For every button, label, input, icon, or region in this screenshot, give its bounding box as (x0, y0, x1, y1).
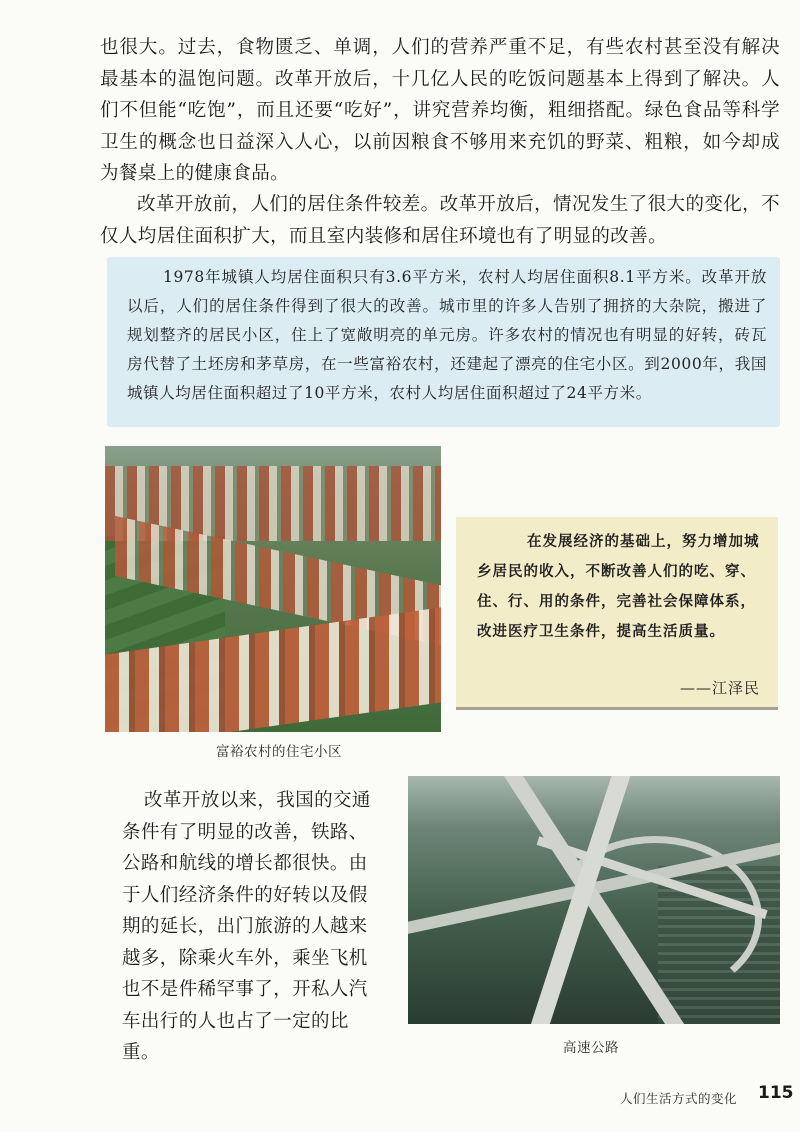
paragraph-housing: 改革开放前，人们的居住条件较差。改革开放后，情况发生了很大的变化，不仅人均居住面积扩大，而且室内装修和居住环境也有了明显的改善。 (100, 194, 780, 247)
quote-author: ——江泽民 (679, 679, 760, 697)
paragraph-food: 也很大。过去，食物匮乏、单调，人们的营养严重不足，有些农村甚至没有解决最基本的温饱问题。改革开放后，十几亿人民的吃饭问题基本上得到了解决。人们不但能“吃饱”，而且还要“吃好”，讲究营养均衡，粗细搭配。绿色食品等科学卫生的概念也日益深入人心，以前因粮食不够用来充饥的野菜、粗粮，如今却成为餐桌上的健康食品。 (100, 37, 780, 184)
housing-info-box (107, 257, 780, 427)
page-number: 115 (758, 1083, 794, 1103)
highway-photo (408, 776, 780, 1024)
footer-chapter-title: 人们生活方式的变化 (620, 1091, 738, 1106)
highway-photo-caption: 高速公路 (563, 1040, 619, 1056)
housing-info-text: 1978年城镇人均居住面积只有3.6平方米，农村人均居住面积8.1平方米。改革开放以后，人们的居住条件得到了很大的改善。城市里的许多人告别了拥挤的大杂院，搬进了规划整齐的居民小区，住上了宽敞明亮的单元房。许多农村的情况也有明显的好转，砖瓦房代替了土坯房和茅草房，在一些富裕农村，还建起了漂亮的住宅小区。到2000年，我国城镇人均居住面积超过了10平方米，农村人均居住面积超过了24平方米。 (127, 268, 767, 402)
quote-box (456, 517, 778, 710)
paragraph-transport: 改革开放以来，我国的交通条件有了明显的改善，铁路、公路和航线的增长都很快。由于人们经济条件的好转以及假期的延长，出门旅游的人越来越多，除乘火车外，乘坐飞机也不是件稀罕事了，开私人汽车出行的人也占了一定的比重。 (122, 790, 371, 1063)
village-photo (105, 446, 441, 732)
village-photo-caption: 富裕农村的住宅小区 (216, 744, 342, 760)
quote-text: 在发展经济的基础上，努力增加城乡居民的收入，不断改善人们的吃、穿、住、行、用的条件，完善社会保障体系，改进医疗卫生条件，提高生活质量。 (477, 534, 760, 640)
